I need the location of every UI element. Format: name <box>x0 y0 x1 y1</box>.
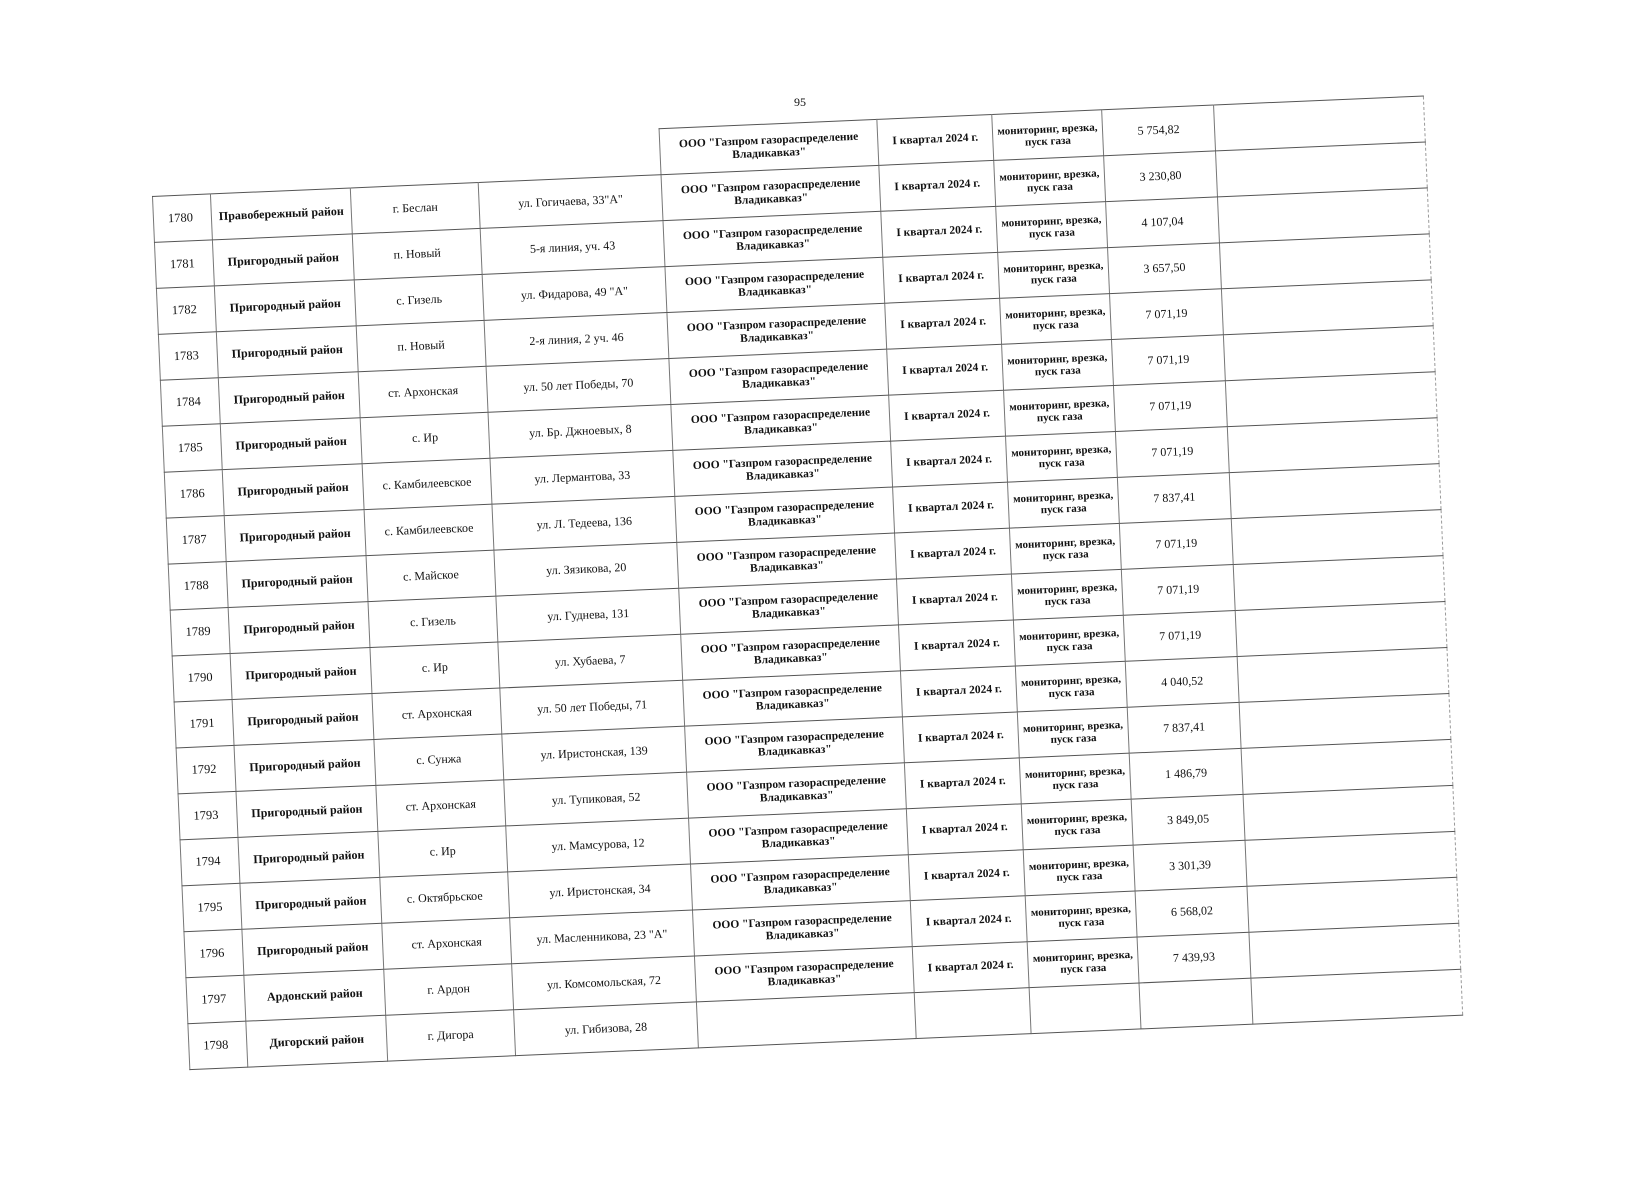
work-type-cell: мониторинг, врезка, пуск газа <box>1017 707 1129 758</box>
quarter-cell: I квартал 2024 г. <box>912 942 1029 993</box>
district-cell: Пригородный район <box>214 280 356 332</box>
organization-cell: ООО "Газпром газораспределение Владикавказ" <box>687 763 907 818</box>
work-type-cell: мониторинг, врезка, пуск газа <box>1019 753 1131 804</box>
settlement-cell: с. Гизель <box>354 274 484 325</box>
row-number-cell: 1785 <box>162 424 222 472</box>
row-number-cell: 1796 <box>184 929 244 977</box>
address-cell: ул. Тупиковая, 52 <box>504 772 689 826</box>
organization-cell: ООО "Газпром газораспределение Владикавказ" <box>679 579 899 634</box>
work-type-cell: мониторинг, врезка, пуск газа <box>1015 661 1127 712</box>
empty-cell <box>348 137 478 188</box>
district-cell: Пригородный район <box>228 602 370 654</box>
quarter-cell: I квартал 2024 г. <box>883 252 1000 303</box>
district-cell: Пригородный район <box>226 556 368 608</box>
address-cell: ул. 50 лет Победы, 71 <box>500 680 685 734</box>
organization-cell: ООО "Газпром газораспределение Владикавказ" <box>685 717 905 772</box>
district-cell: Пригородный район <box>232 694 374 746</box>
quarter-cell: I квартал 2024 г. <box>881 206 998 257</box>
row-number-cell: 1794 <box>180 837 240 885</box>
address-cell: ул. 50 лет Победы, 70 <box>486 359 671 413</box>
sum-cell: 3 301,39 <box>1133 840 1247 891</box>
district-cell: Пригородный район <box>224 510 366 562</box>
address-cell: ул. Гибизова, 28 <box>514 1002 699 1056</box>
quarter-cell: I квартал 2024 г. <box>887 344 1004 395</box>
settlement-cell: ст. Архонская <box>372 688 502 739</box>
sum-cell <box>1139 978 1253 1029</box>
row-number-cell: 1795 <box>182 883 242 931</box>
sum-cell: 7 071,19 <box>1110 289 1224 340</box>
sum-cell: 3 230,80 <box>1104 151 1218 202</box>
settlement-cell: с. Сунжа <box>374 734 504 785</box>
organization-cell: ООО "Газпром газораспределение Владикавказ" <box>665 257 885 312</box>
row-number-cell: 1790 <box>172 654 232 702</box>
work-type-cell: мониторинг, врезка, пуск газа <box>1025 891 1137 942</box>
organization-cell: ООО "Газпром газораспределение Владикавказ" <box>671 395 891 450</box>
address-cell: ул. Иристонская, 139 <box>502 726 687 780</box>
work-type-cell <box>1029 983 1141 1034</box>
organization-cell: ООО "Газпром газораспределение Владикавказ" <box>673 441 893 496</box>
row-number-cell: 1788 <box>168 562 228 610</box>
settlement-cell: с. Октябрьское <box>380 872 510 923</box>
organization-cell: ООО "Газпром газораспределение Владикавказ" <box>661 165 881 220</box>
organization-cell: ООО "Газпром газораспределение Владикавказ" <box>669 349 889 404</box>
organization-cell: ООО "Газпром газораспределение Владикавказ" <box>689 809 909 864</box>
sum-cell: 1 486,79 <box>1129 748 1243 799</box>
row-number-cell: 1787 <box>166 516 226 564</box>
quarter-cell: I квартал 2024 г. <box>885 298 1002 349</box>
settlement-cell: г. Беслан <box>350 183 480 234</box>
empty-cell <box>208 142 350 194</box>
empty-cell <box>476 129 661 183</box>
work-type-cell: мониторинг, врезка, пуск газа <box>998 248 1110 299</box>
organization-cell: ООО "Газпром газораспределение Владикавказ" <box>691 855 911 910</box>
row-number-cell: 1781 <box>154 240 214 288</box>
quarter-cell <box>914 988 1031 1039</box>
quarter-cell: I квартал 2024 г. <box>893 482 1010 533</box>
settlement-cell: с. Гизель <box>368 596 498 647</box>
sum-cell: 4 040,52 <box>1125 656 1239 707</box>
organization-cell: ООО "Газпром газораспределение Владикавказ" <box>692 901 912 956</box>
work-type-cell: мониторинг, врезка, пуск газа <box>1011 569 1123 620</box>
address-cell: ул. Лермантова, 33 <box>490 450 675 504</box>
settlement-cell: с. Ир <box>370 642 500 693</box>
quarter-cell: I квартал 2024 г. <box>902 712 1019 763</box>
settlement-cell: с. Ир <box>360 412 490 463</box>
row-number-cell: 1791 <box>174 699 234 747</box>
settlement-cell: п. Новый <box>356 320 486 371</box>
address-cell: ул. Бр. Джноевых, 8 <box>488 404 673 458</box>
sum-cell: 7 837,41 <box>1127 702 1241 753</box>
quarter-cell: I квартал 2024 г. <box>904 758 1021 809</box>
sum-cell: 7 071,19 <box>1111 335 1225 386</box>
address-cell: ул. Хубаева, 7 <box>498 634 683 688</box>
district-cell: Пригородный район <box>236 785 378 837</box>
district-cell: Правобережный район <box>210 188 352 240</box>
sum-cell: 6 568,02 <box>1135 886 1249 937</box>
sum-cell: 3 849,05 <box>1131 794 1245 845</box>
settlement-cell: п. Новый <box>352 228 482 279</box>
row-number-cell: 1793 <box>178 791 238 839</box>
address-cell: ул. Фидарова, 49 "А" <box>482 267 667 321</box>
work-type-cell: мониторинг, врезка, пуск газа <box>1009 523 1121 574</box>
organization-cell: ООО "Газпром газораспределение Владикавказ" <box>675 487 895 542</box>
organization-cell: ООО "Газпром газораспределение Владикавказ" <box>663 211 883 266</box>
district-cell: Пригородный район <box>238 831 380 883</box>
settlement-cell: с. Майское <box>366 550 496 601</box>
work-type-cell: мониторинг, врезка, пуск газа <box>1004 386 1116 437</box>
settlement-cell: г. Ардон <box>384 964 514 1015</box>
address-cell: ул. Зязикова, 20 <box>494 542 679 596</box>
address-cell: 5-я линия, уч. 43 <box>480 221 665 275</box>
sum-cell: 7 439,93 <box>1137 932 1251 983</box>
quarter-cell: I квартал 2024 г. <box>906 804 1023 855</box>
quarter-cell: I квартал 2024 г. <box>877 114 994 165</box>
district-cell: Пригородный район <box>242 923 384 975</box>
district-cell: Дигорский район <box>246 1015 388 1067</box>
address-cell: ул. Гуднева, 131 <box>496 588 681 642</box>
district-cell: Пригородный район <box>220 418 362 470</box>
organization-cell: ООО "Газпром газораспределение Владикавказ" <box>694 947 914 1002</box>
district-cell: Пригородный район <box>212 234 354 286</box>
address-cell: ул. Комсомольская, 72 <box>512 956 697 1010</box>
address-cell: ул. Иристонская, 34 <box>508 864 693 918</box>
district-cell: Ардонский район <box>244 969 386 1021</box>
settlement-cell: ст. Архонская <box>376 780 506 831</box>
row-number-cell: 1780 <box>152 194 212 242</box>
work-type-cell: мониторинг, врезка, пуск газа <box>1027 937 1139 988</box>
sum-cell: 3 657,50 <box>1108 243 1222 294</box>
address-cell: ул. Гогичаева, 33"А" <box>478 175 663 229</box>
work-type-cell: мониторинг, врезка, пуск газа <box>1023 845 1135 896</box>
address-cell: ул. Л. Тедеева, 136 <box>492 496 677 550</box>
settlement-cell: ст. Архонская <box>358 366 488 417</box>
settlement-cell: с. Камбилеевское <box>362 458 492 509</box>
work-type-cell: мониторинг, врезка, пуск газа <box>1007 477 1119 528</box>
organization-cell: ООО "Газпром газораспределение Владикавказ" <box>683 671 903 726</box>
organization-cell: ООО "Газпром газораспределение Владикавказ" <box>681 625 901 680</box>
settlement-cell: с. Камбилеевское <box>364 504 494 555</box>
work-type-cell: мониторинг, врезка, пуск газа <box>992 110 1104 161</box>
address-cell: ул. Мамсурова, 12 <box>506 818 691 872</box>
quarter-cell: I квартал 2024 г. <box>891 436 1008 487</box>
row-number-cell: 1784 <box>160 378 220 426</box>
row-number-cell: 1797 <box>186 975 246 1023</box>
settlement-cell: г. Дигора <box>386 1010 516 1061</box>
work-type-cell: мониторинг, врезка, пуск газа <box>994 156 1106 207</box>
row-number-cell: 1789 <box>170 608 230 656</box>
row-number-cell: 1798 <box>188 1021 248 1069</box>
quarter-cell: I квартал 2024 г. <box>908 850 1025 901</box>
work-type-cell: мониторинг, врезка, пуск газа <box>996 202 1108 253</box>
settlement-cell: с. Ир <box>378 826 508 877</box>
sum-cell: 7 071,19 <box>1121 565 1235 616</box>
quarter-cell: I квартал 2024 г. <box>900 666 1017 717</box>
address-cell: ул. Масленникова, 23 "А" <box>510 910 695 964</box>
row-number-cell: 1792 <box>176 745 236 793</box>
scanned-table-page <box>150 95 1463 1070</box>
table-body <box>151 96 1463 1070</box>
district-cell: Пригородный район <box>234 739 376 791</box>
quarter-cell: I квартал 2024 г. <box>897 574 1014 625</box>
work-type-cell: мониторинг, врезка, пуск газа <box>1013 615 1125 666</box>
organization-cell <box>696 993 916 1048</box>
empty-cell <box>1251 969 1463 1024</box>
work-type-cell: мониторинг, врезка, пуск газа <box>1000 294 1112 345</box>
district-cell: Пригородный район <box>230 648 372 700</box>
quarter-cell: I квартал 2024 г. <box>910 896 1027 947</box>
organization-cell: ООО "Газпром газораспределение Владикавказ" <box>677 533 897 588</box>
work-type-cell: мониторинг, врезка, пуск газа <box>1006 431 1118 482</box>
sum-cell: 7 837,41 <box>1117 473 1231 524</box>
sum-cell: 7 071,19 <box>1119 519 1233 570</box>
sum-cell: 7 071,19 <box>1115 427 1229 478</box>
row-number-cell: 1782 <box>156 286 216 334</box>
quarter-cell: I квартал 2024 г. <box>879 160 996 211</box>
empty-cell <box>151 148 211 196</box>
address-cell: 2-я линия, 2 уч. 46 <box>484 313 669 367</box>
sum-cell: 7 071,19 <box>1113 381 1227 432</box>
sum-cell: 5 754,82 <box>1102 105 1216 156</box>
organization-cell: ООО "Газпром газораспределение Владикавказ" <box>667 303 887 358</box>
sum-cell: 4 107,04 <box>1106 197 1220 248</box>
page-number: 95 <box>794 95 806 109</box>
sum-cell: 7 071,19 <box>1123 611 1237 662</box>
district-cell: Пригородный район <box>218 372 360 424</box>
work-type-cell: мониторинг, врезка, пуск газа <box>1021 799 1133 850</box>
quarter-cell: I квартал 2024 г. <box>895 528 1012 579</box>
organization-cell: ООО "Газпром газораспределение Владикавказ" <box>659 119 879 174</box>
district-cell: Пригородный район <box>216 326 358 378</box>
district-cell: Пригородный район <box>240 877 382 929</box>
row-number-cell: 1786 <box>164 470 224 518</box>
row-number-cell: 1783 <box>158 332 218 380</box>
work-type-cell: мониторинг, врезка, пуск газа <box>1002 340 1114 391</box>
quarter-cell: I квартал 2024 г. <box>889 390 1006 441</box>
quarter-cell: I квартал 2024 г. <box>898 620 1015 671</box>
gas-connection-table <box>150 95 1463 1070</box>
district-cell: Пригородный район <box>222 464 364 516</box>
settlement-cell: ст. Архонская <box>382 918 512 969</box>
